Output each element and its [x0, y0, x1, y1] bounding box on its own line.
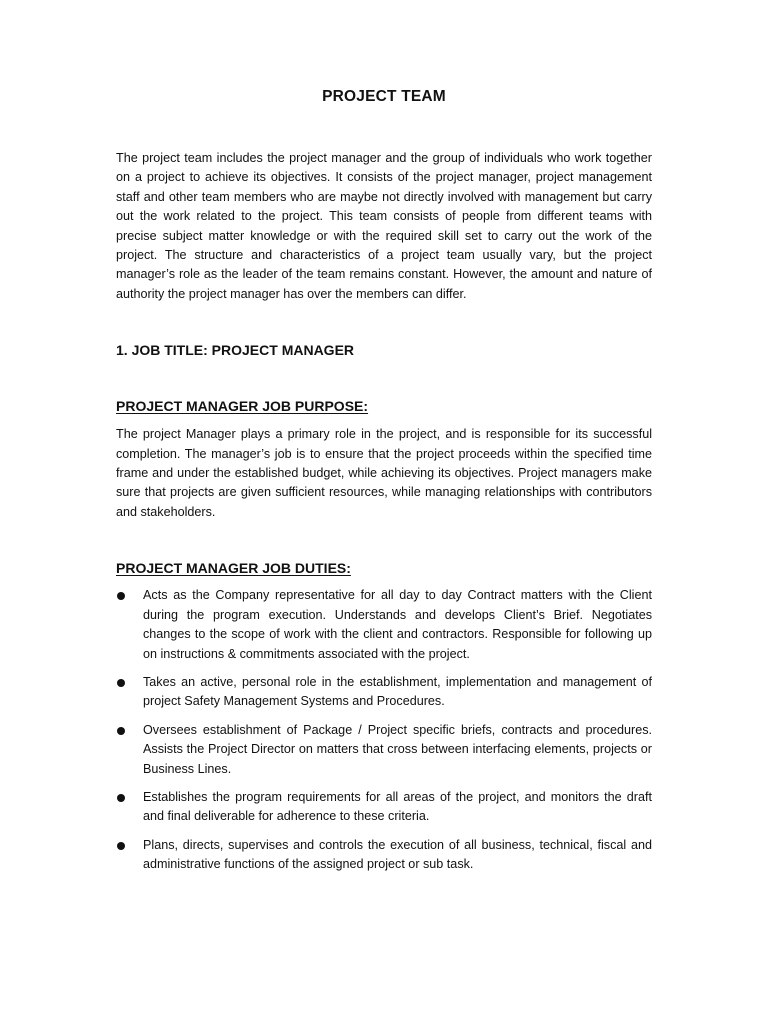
bullet-icon — [117, 727, 125, 735]
duties-heading: PROJECT MANAGER JOB DUTIES: — [116, 560, 351, 577]
list-item — [116, 673, 652, 712]
list-item — [116, 586, 652, 664]
bullet-icon — [117, 679, 125, 687]
purpose-paragraph: The project Manager plays a primary role in the project, and is responsible for its successful completion. The manager’s job is to ensure that the project proceeds within the specified time frame and under the established budget, while achieving its objectives. Project managers make sure that projects are given sufficient resources, while managing relationships with contributors and stakeholders. — [116, 427, 652, 519]
purpose-heading: PROJECT MANAGER JOB PURPOSE: — [116, 398, 369, 415]
document-title: PROJECT TEAM — [322, 88, 446, 105]
list-item — [116, 788, 652, 827]
intro-paragraph: The project team includes the project manager and the group of individuals who work together on a project to achieve its objectives. It consists of the project manager, project management staff and other team members who are maybe not directly involved with management but carry out the work related to the project. This team consists of people from different teams with precise subject matter knowledge or with the required skill set to carry out the work of the project. The structure and characteristics of a project team usually vary, but the project manager’s role as the leader of the team remains constant. However, the amount and nature of authority the project manager has over the members can differ. — [116, 151, 652, 301]
bullet-icon — [117, 794, 125, 802]
bullet-icon — [117, 592, 125, 600]
list-item — [116, 721, 652, 779]
duties-list — [116, 586, 652, 874]
section-title-job-title: 1. JOB TITLE: PROJECT MANAGER — [116, 342, 355, 359]
list-item — [116, 836, 652, 875]
duty-text: Establishes the program requirements for all areas of the project, and monitors the draft and final deliverable for adherence to these criteria. — [143, 789, 652, 824]
duty-text: Takes an active, personal role in the establishment, implementation and management of project Safety Management Systems and Procedures. — [143, 674, 652, 709]
duty-text: Acts as the Company representative for all day to day Contract matters with the Client during the program execution. Understands and develops Client’s Brief. Negotiates changes to the scope of work with the client and contractors. Responsible for following up on instructions & commitments associated with the project. — [143, 588, 652, 661]
duty-text: Plans, directs, supervises and controls the execution of all business, technical, fiscal and administrative functions of the assigned project or sub task. — [143, 837, 652, 872]
bullet-icon — [117, 842, 125, 850]
duty-text: Oversees establishment of Package / Project specific briefs, contracts and procedures. Assists the Project Director on matters that cross between interfacing elements, projects or Business Lines. — [143, 722, 652, 776]
